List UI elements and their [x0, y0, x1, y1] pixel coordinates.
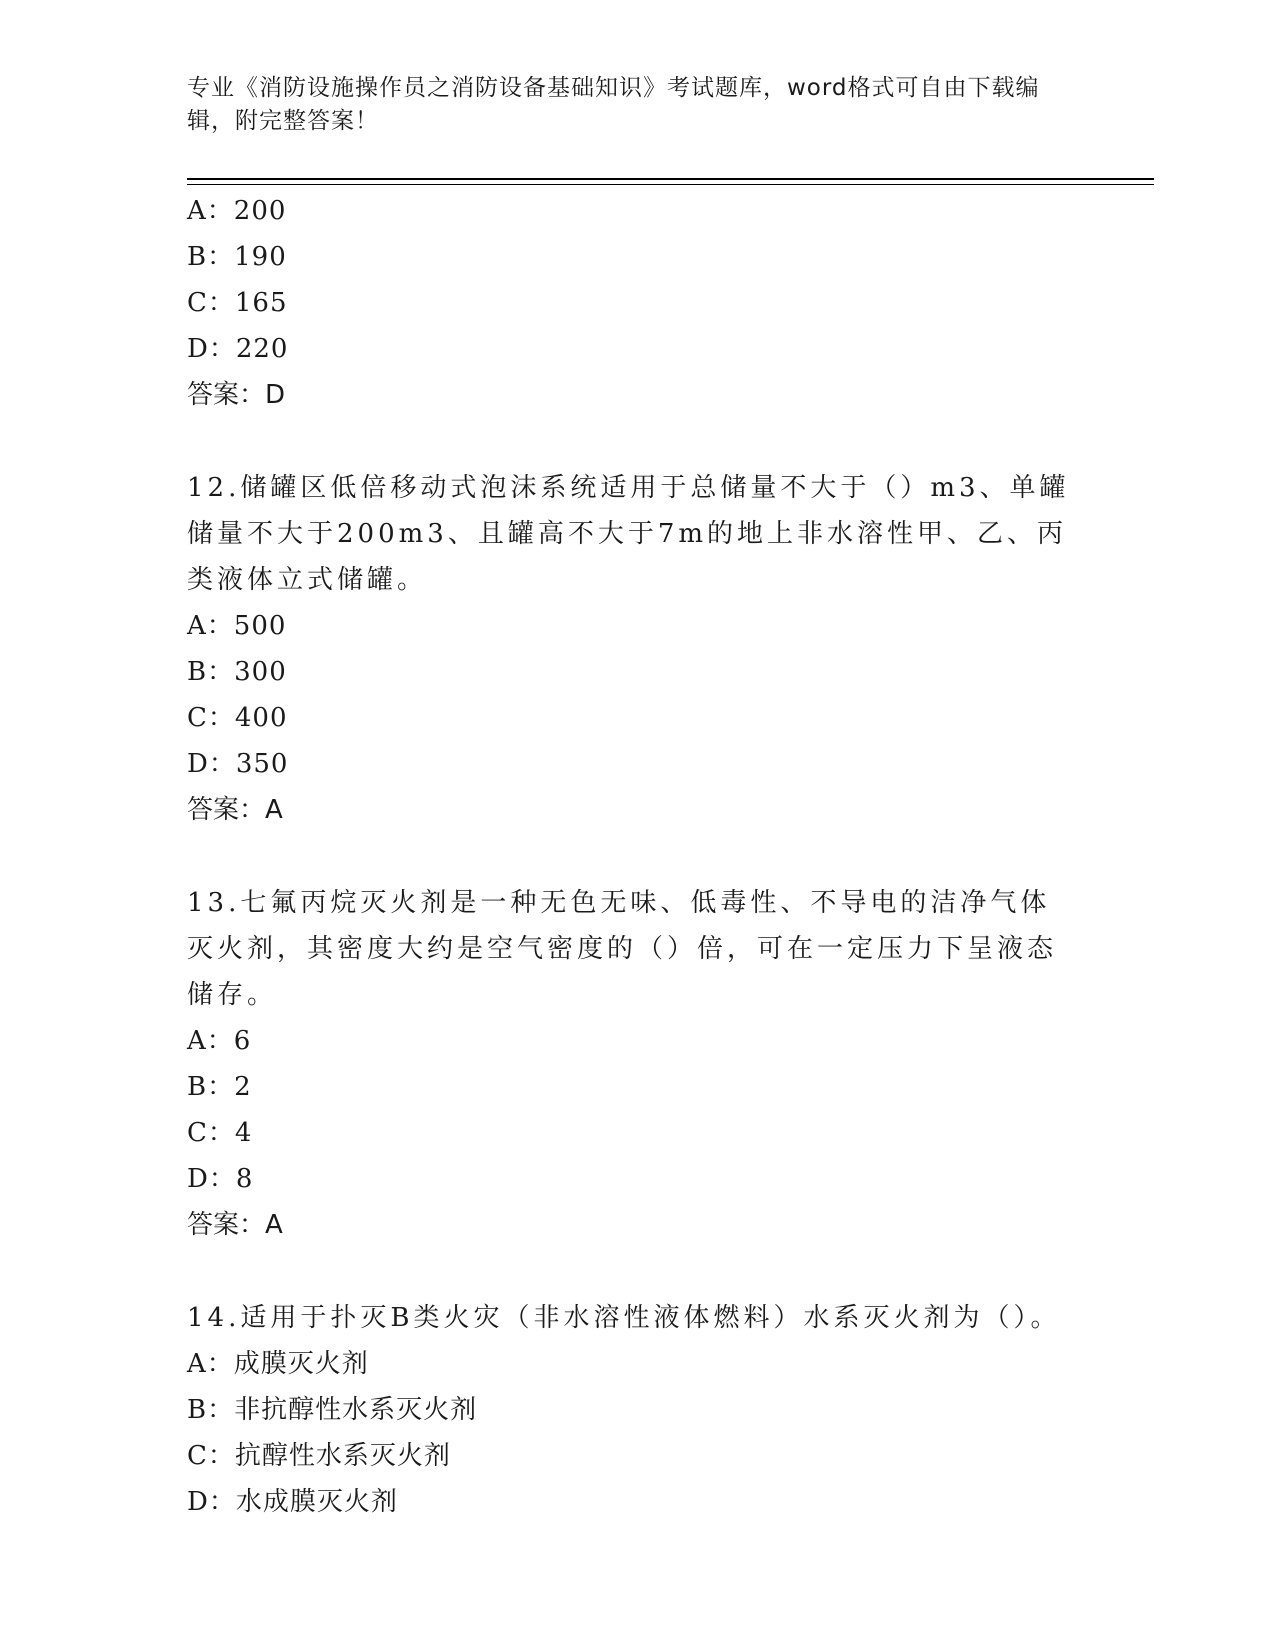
document-header: 专业《消防设施操作员之消防设备基础知识》考试题库，word格式可自由下载编辑，附完整答案！: [187, 75, 1040, 134]
answer: 答案：A: [187, 1210, 283, 1240]
question-stem: 13.七氟丙烷灭火剂是一种无色无味、低毒性、不导电的洁净气体灭火剂，其密度大约是空气密度的（）倍，可在一定压力下呈液态储存。: [187, 888, 1058, 1010]
question-11: [187, 188, 1087, 418]
option-b: B：300: [187, 657, 287, 687]
header-rule-thick: [187, 178, 1154, 180]
option-a: A：200: [187, 196, 287, 226]
option-a: A：6: [187, 1026, 252, 1056]
option-b: B：2: [187, 1072, 252, 1102]
answer: 答案：A: [187, 795, 283, 825]
question-14: [187, 1295, 1087, 1525]
header-rule-thin: [187, 184, 1154, 185]
option-c: C：4: [187, 1118, 253, 1148]
question-stem: 14.适用于扑灭B类火灾（非水溶性液体燃料）水系灭火剂为（）。: [187, 1303, 1061, 1333]
option-d: D：220: [187, 334, 289, 364]
option-c: C：抗醇性水系灭火剂: [187, 1441, 451, 1471]
option-b: B：190: [187, 242, 287, 272]
option-b: B：非抗醇性水系灭火剂: [187, 1395, 478, 1425]
option-d: D：8: [187, 1164, 254, 1194]
question-12: [187, 465, 1087, 833]
question-stem: 12.储罐区低倍移动式泡沫系统适用于总储量不大于（）m3、单罐储量不大于200m3、且罐高不大于7m的地上非水溶性甲、乙、丙类液体立式储罐。: [187, 473, 1070, 595]
option-d: D：350: [187, 749, 289, 779]
question-list: [187, 188, 1087, 1525]
option-c: C：400: [187, 703, 288, 733]
option-d: D：水成膜灭火剂: [187, 1487, 398, 1517]
option-a: A：500: [187, 611, 287, 641]
option-a: A：成膜灭火剂: [187, 1349, 369, 1379]
option-c: C：165: [187, 288, 288, 318]
answer: 答案：D: [187, 380, 286, 410]
question-13: [187, 880, 1087, 1248]
